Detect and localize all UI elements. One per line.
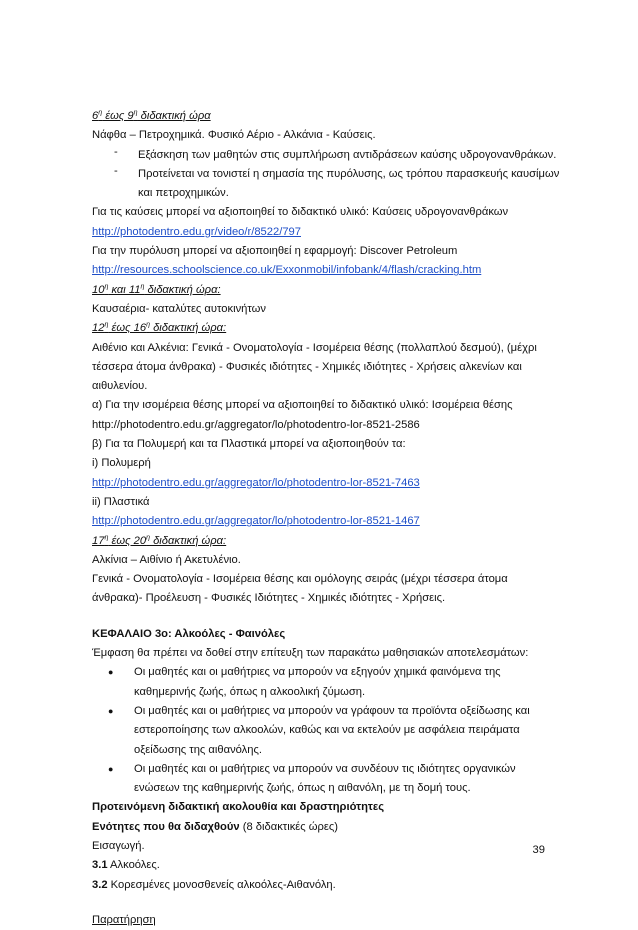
section-heading: $17^\eta$ έως $20^\eta$ διδακτική ώρα:	[92, 533, 227, 547]
chapter-title: ΚΕΦΑΛΑΙΟ 3ο: Αλκοόλες - Φαινόλες	[92, 627, 286, 640]
remark-heading: Παρατήρηση	[92, 913, 156, 926]
bullet-icon: ●	[108, 763, 114, 774]
bullet-list-item: ● Οι μαθητές και οι μαθήτριες να μπορούν να συνδέουν τις ιδιότητες οργανικών ενώσεων της καθημερινής ζωής, όπως η αιθανόλη, με τη δομή τους.	[92, 760, 562, 799]
resource-link[interactable]: http://photodentro.edu.gr/video/r/8522/797	[92, 225, 301, 238]
bullet-icon: ●	[108, 705, 114, 716]
bullet-list-item: ● Οι μαθητές και οι μαθήτριες να μπορούν να εξηγούν χημικά φαινόμενα της καθημερινής ζωής, όπως η αλκοολική ζύμωση.	[92, 663, 562, 702]
unit-item: 3.1 Αλκοόλες.	[92, 859, 160, 872]
paragraph: Γενικά - Ονοματολογία - Ισομέρεια θέσης και ομόλογης σειράς (μέχρι τέσσερα άτομα άνθρακα)- Προέλευση - Φυσικές Ιδιότητες - Χημικές ιδιότητες - Χρήσεις.	[92, 573, 508, 605]
dash-list-item: - Προτείνεται να τονιστεί η σημασία της πυρόλυσης, ως τρόπου παρασκευής καυσίμων και πετροχημικών.	[114, 164, 560, 200]
dash-list-item: - Εξάσκηση των μαθητών στις συμπλήρωση αντιδράσεων καύσης υδρογονανθράκων.	[114, 145, 557, 161]
section-heading: $10^\eta$ και $11^\eta$ διδακτική ώρα:	[92, 282, 221, 296]
section-heading: $6^\eta$ έως $9^\eta$ διδακτική ώρα	[92, 109, 211, 122]
bullet-icon: ●	[108, 667, 114, 678]
page-number: 39	[532, 844, 545, 856]
paragraph: Αιθένιο και Αλκένια: Γενικά - Ονοματολογία - Ισομέρεια θέσης (πολλαπλού δεσμού), (μέχρι τέσσερα άτομα άνθρακα) - Φυσικές ιδιότητες - Χημικές ιδιότητες - Χρήσεις αλκενίων και αιθυλενίου.	[92, 341, 537, 393]
section-title: Αλκίνια – Αιθίνιο ή Ακετυλένιο.	[92, 553, 241, 566]
paragraph: Για την πυρόλυση μπορεί να αξιοποιηθεί η εφαρμογή: Discover Petroleum	[92, 245, 458, 258]
resource-link[interactable]: http://photodentro.edu.gr/aggregator/lo/photodentro-lor-8521-7463	[92, 476, 420, 489]
paragraph: Καυσαέρια- καταλύτες αυτοκινήτων	[92, 302, 266, 315]
subsection-title: Προτεινόμενη διδακτική ακολουθία και δραστηριότητες	[92, 801, 385, 814]
paragraph: Για τις καύσεις μπορεί να αξιοποιηθεί το διδακτικό υλικό: Καύσεις υδρογονανθράκων	[92, 206, 509, 219]
resource-link[interactable]: http://photodentro.edu.gr/aggregator/lo/photodentro-lor-8521-1467	[92, 515, 420, 528]
paragraph: β) Για τα Πολυμερή και τα Πλαστικά μπορεί να αξιοποιηθούν τα:	[92, 438, 406, 451]
list-label: ii) Πλαστικά	[92, 495, 150, 508]
section-title: Νάφθα – Πετροχημικά. Φυσικό Αέριο - Αλκάνια - Καύσεις.	[92, 129, 376, 142]
section-heading: $12^\eta$ έως $16^\eta$ διδακτική ώρα:	[92, 321, 227, 335]
units-line: Ενότητες που θα διδαχθούν (8 διδακτικές ώρες)	[92, 820, 338, 833]
resource-link[interactable]: http://resources.schoolscience.co.uk/Exxonmobil/infobank/4/flash/cracking.htm	[92, 264, 482, 277]
document-page	[92, 107, 562, 930]
list-label: i) Πολυμερή	[92, 457, 151, 470]
plain-url: http://photodentro.edu.gr/aggregator/lo/photodentro-lor-8521-2586	[92, 418, 420, 431]
bullet-list-item: ● Οι μαθητές και οι μαθήτριες να μπορούν να γράφουν τα προϊόντα οξείδωσης και εστεροποίησης των αλκοολών, καθώς και να εκτελούν με ασφάλεια πειράματα οξείδωσης της αιθανόλης.	[92, 702, 562, 760]
paragraph: α) Για την ισομέρεια θέσης μπορεί να αξιοποιηθεί το διδακτικό υλικό: Ισομέρεια θέσης	[92, 399, 513, 412]
paragraph: Έμφαση θα πρέπει να δοθεί στην επίτευξη των παρακάτω μαθησιακών αποτελεσμάτων:	[92, 647, 529, 660]
unit-item: 3.2 Κορεσμένες μονοσθενείς αλκοόλες-Αιθανόλη.	[92, 878, 336, 891]
paragraph: Εισαγωγή.	[92, 839, 145, 852]
